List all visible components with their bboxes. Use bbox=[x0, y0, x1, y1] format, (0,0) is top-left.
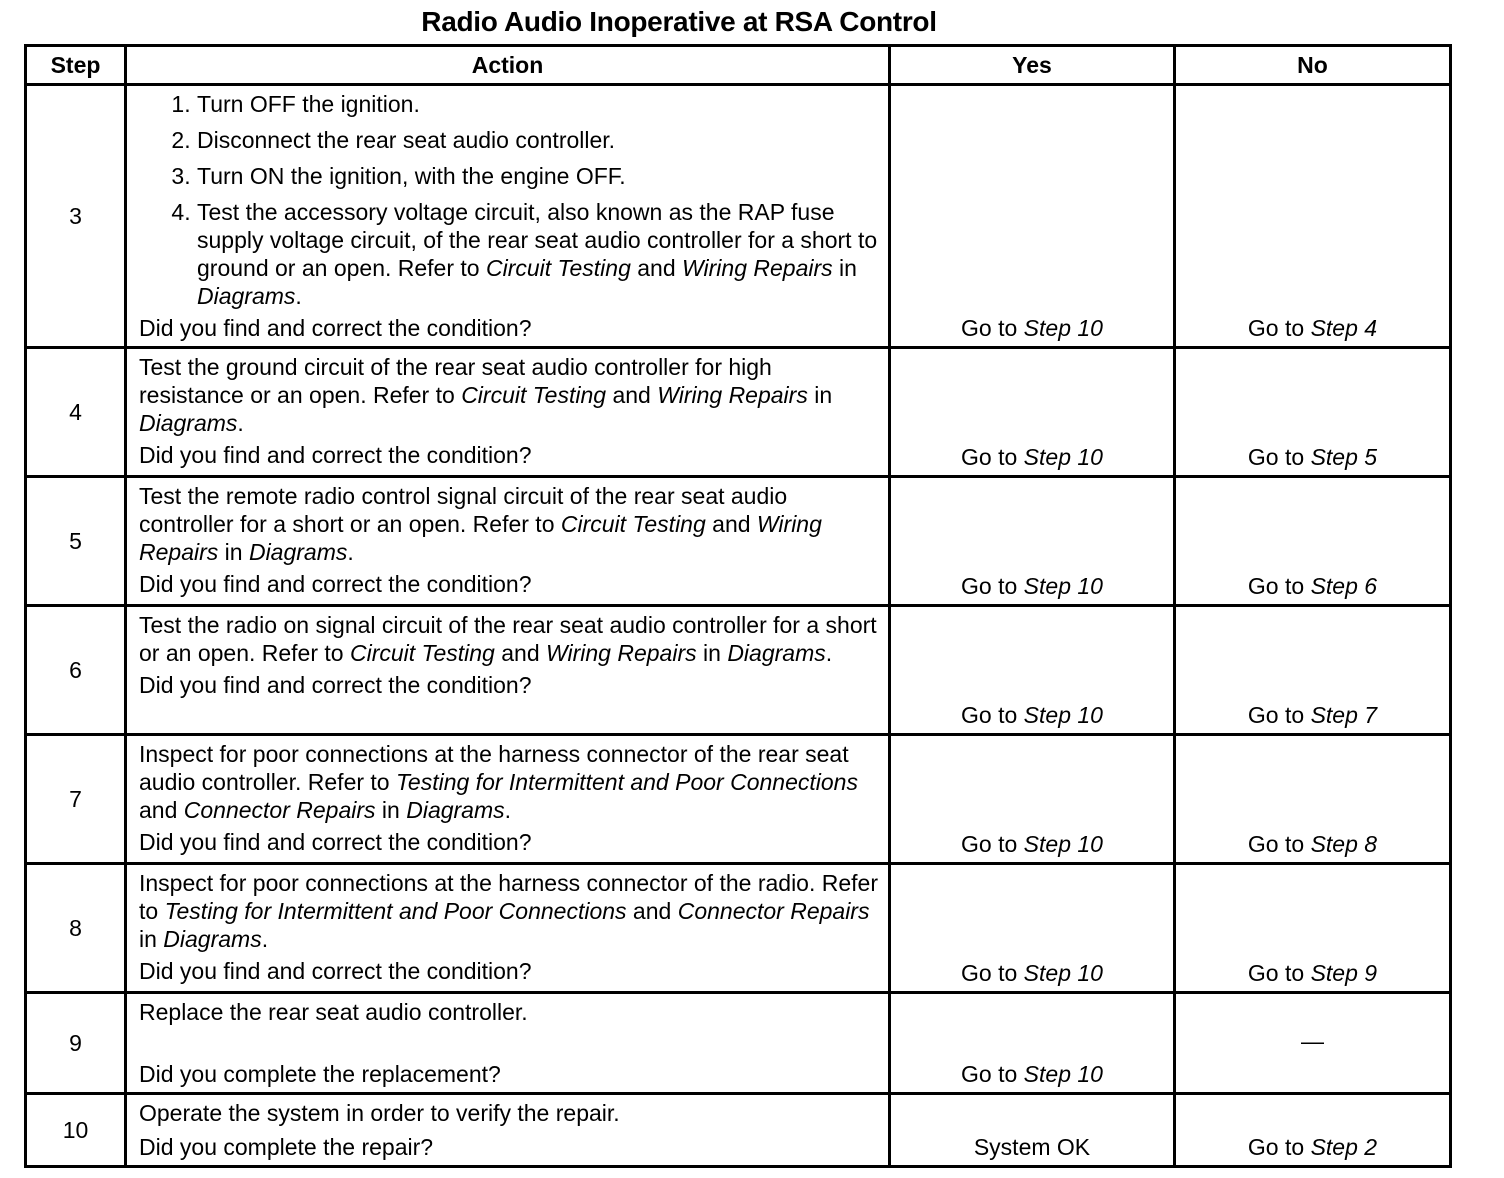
action-text: Operate the system in order to verify the repair. bbox=[139, 1100, 620, 1126]
question-text: Did you find and correct the condition? bbox=[139, 571, 532, 597]
reference-link: Diagrams bbox=[406, 797, 505, 823]
step-number: 3 bbox=[26, 85, 126, 348]
yes-cell: Go to Step 10 bbox=[890, 735, 1175, 864]
step-link: Step 10 bbox=[1023, 702, 1103, 728]
step-link: Step 5 bbox=[1310, 444, 1378, 470]
step-link: Step 7 bbox=[1310, 702, 1378, 728]
reference-link: Circuit Testing bbox=[349, 640, 495, 666]
reference-link: Wiring Repairs bbox=[546, 640, 697, 666]
table-row bbox=[26, 85, 1451, 348]
step-number: 5 bbox=[26, 477, 126, 606]
step-link: Step 10 bbox=[1023, 831, 1103, 857]
table-row bbox=[26, 348, 1451, 477]
reference-link: Diagrams bbox=[248, 539, 348, 565]
table-header-row bbox=[26, 46, 1451, 85]
yes-cell: Go to Step 10 bbox=[890, 993, 1175, 1094]
table-row bbox=[26, 735, 1451, 864]
no-cell: Go to Step 7 bbox=[1175, 606, 1451, 735]
action-text: Test the remote radio control signal circuit of the rear seat audio controller for a short or an open. Refer to Circuit Testing and Wiring Repairs in Diagrams. bbox=[139, 483, 822, 565]
no-cell: Go to Step 9 bbox=[1175, 864, 1451, 993]
header-no: No bbox=[1175, 46, 1451, 85]
table-row bbox=[26, 864, 1451, 993]
reference-link: Diagrams bbox=[197, 283, 296, 309]
action-cell bbox=[126, 85, 890, 348]
step-link: Step 10 bbox=[1023, 315, 1103, 341]
question-text: Did you find and correct the condition? bbox=[139, 315, 532, 341]
list-item: 2. Disconnect the rear seat audio controller. bbox=[197, 126, 878, 154]
reference-link: Wiring Repairs bbox=[682, 255, 833, 281]
reference-link: Circuit Testing bbox=[461, 382, 607, 408]
action-text: Inspect for poor connections at the harness connector of the radio. Refer to Testing for Intermittent and Poor Connections and Connector Repairs in Diagrams. bbox=[139, 870, 878, 952]
reference-link: Diagrams bbox=[727, 640, 826, 666]
step-number: 4 bbox=[26, 348, 126, 477]
question-text: Did you find and correct the condition? bbox=[139, 958, 532, 984]
header-yes: Yes bbox=[890, 46, 1175, 85]
action-list bbox=[139, 90, 878, 310]
step-link: Step 4 bbox=[1310, 315, 1378, 341]
header-action: Action bbox=[126, 46, 890, 85]
action-text: Replace the rear seat audio controller. bbox=[139, 999, 528, 1025]
reference-link: Wiring Repairs bbox=[657, 382, 808, 408]
yes-cell: Go to Step 10 bbox=[890, 85, 1175, 348]
yes-cell: Go to Step 10 bbox=[890, 864, 1175, 993]
yes-cell: Go to Step 10 bbox=[890, 477, 1175, 606]
table-row bbox=[26, 606, 1451, 735]
reference-link: Connector Repairs bbox=[183, 797, 376, 823]
reference-link: Diagrams bbox=[163, 926, 262, 952]
step-link: Step 10 bbox=[1023, 960, 1103, 986]
reference-link: Testing for Intermittent and Poor Connections bbox=[164, 898, 627, 924]
table-row bbox=[26, 477, 1451, 606]
step-link: Step 10 bbox=[1023, 444, 1103, 470]
list-item: 4. Test the accessory voltage circuit, also known as the RAP fuse supply voltage circuit, of the rear seat audio controller for a short to ground or an open. Refer to Circuit Testing and Wiring Repairs in Diagrams. bbox=[197, 198, 878, 310]
step-link: Step 10 bbox=[1023, 1061, 1103, 1087]
action-cell bbox=[126, 993, 890, 1094]
step-number: 9 bbox=[26, 993, 126, 1094]
no-cell: Go to Step 5 bbox=[1175, 348, 1451, 477]
question-text: Did you complete the repair? bbox=[139, 1134, 434, 1160]
step-link: Step 6 bbox=[1310, 573, 1378, 599]
reference-link: Circuit Testing bbox=[560, 511, 706, 537]
question-text: Did you find and correct the condition? bbox=[139, 672, 532, 698]
yes-cell: Go to Step 10 bbox=[890, 606, 1175, 735]
action-cell bbox=[126, 606, 890, 735]
question-text: Did you complete the replacement? bbox=[139, 1061, 501, 1087]
step-number: 6 bbox=[26, 606, 126, 735]
question-text: Did you find and correct the condition? bbox=[139, 442, 532, 468]
page-title: Radio Audio Inoperative at RSA Control bbox=[421, 6, 937, 37]
action-cell bbox=[126, 348, 890, 477]
reference-link: Diagrams bbox=[139, 410, 238, 436]
step-link: Step 10 bbox=[1023, 573, 1103, 599]
table-row bbox=[26, 993, 1451, 1094]
no-cell: — bbox=[1175, 993, 1451, 1094]
header-step: Step bbox=[26, 46, 126, 85]
reference-link: Circuit Testing bbox=[485, 255, 631, 281]
action-cell bbox=[126, 1094, 890, 1167]
reference-link: Connector Repairs bbox=[677, 898, 870, 924]
step-link: Step 8 bbox=[1310, 831, 1378, 857]
yes-cell: System OK bbox=[890, 1094, 1175, 1167]
action-text: Inspect for poor connections at the harness connector of the rear seat audio controller. Refer to Testing for Intermittent and Poor Connections and Connector Repairs in Diagrams. bbox=[139, 741, 858, 823]
list-item: 3. Turn ON the ignition, with the engine OFF. bbox=[197, 162, 878, 190]
table-row bbox=[26, 1094, 1451, 1167]
reference-link: Wiring Repairs bbox=[139, 511, 822, 565]
diagnostic-table bbox=[24, 44, 1452, 1168]
no-cell: Go to Step 2 bbox=[1175, 1094, 1451, 1167]
no-cell: Go to Step 6 bbox=[1175, 477, 1451, 606]
list-item: 1. Turn OFF the ignition. bbox=[197, 90, 878, 118]
action-text: Test the ground circuit of the rear seat audio controller for high resistance or an open. Refer to Circuit Testing and Wiring Repairs in Diagrams. bbox=[139, 354, 833, 436]
step-number: 8 bbox=[26, 864, 126, 993]
question-text: Did you find and correct the condition? bbox=[139, 829, 532, 855]
no-cell: Go to Step 8 bbox=[1175, 735, 1451, 864]
no-cell: Go to Step 4 bbox=[1175, 85, 1451, 348]
step-number: 7 bbox=[26, 735, 126, 864]
action-cell bbox=[126, 735, 890, 864]
step-number: 10 bbox=[26, 1094, 126, 1167]
yes-cell: Go to Step 10 bbox=[890, 348, 1175, 477]
step-link: Step 9 bbox=[1310, 960, 1378, 986]
action-text: Test the radio on signal circuit of the rear seat audio controller for a short or an open. Refer to Circuit Testing and Wiring Repairs in Diagrams. bbox=[139, 612, 877, 666]
action-cell bbox=[126, 477, 890, 606]
action-cell bbox=[126, 864, 890, 993]
step-link: Step 2 bbox=[1310, 1134, 1378, 1160]
reference-link: Testing for Intermittent and Poor Connections bbox=[395, 769, 858, 795]
